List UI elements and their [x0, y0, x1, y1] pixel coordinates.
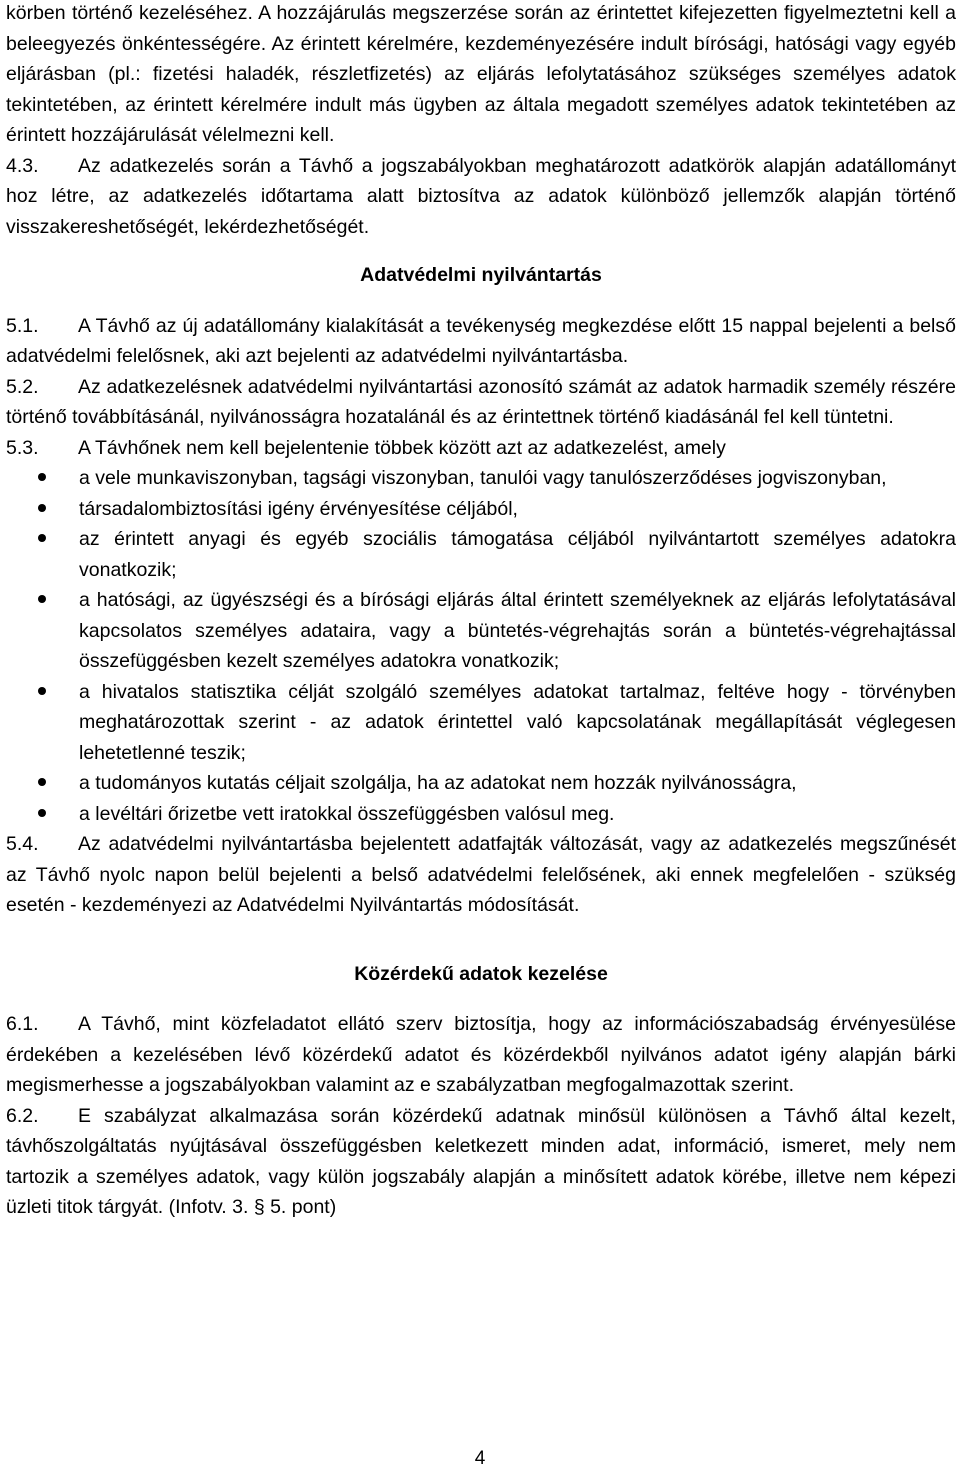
paragraph-number: 4.3.: [6, 154, 39, 177]
list-item: a hatósági, az ügyészségi és a bírósági eljárás által érintett személyeknek az eljárás lefolytatásával kapcsolatos személyes adataira, vagy a büntetés-végrehajtás során a büntetés-végrehajtással összefüggésben kezelt személyes adatokra vonatkozik;: [6, 585, 956, 677]
list-item: a tudományos kutatás céljait szolgálja, ha az adatokat nem hozzák nyilvánosságra,: [6, 768, 956, 799]
paragraph-number: 5.1.: [6, 314, 39, 337]
paragraph-number: 5.2.: [6, 375, 39, 398]
bullet-icon: [38, 473, 46, 481]
bullet-icon: [38, 778, 46, 786]
paragraph-6-2: [6, 1101, 956, 1223]
paragraph-text: A Távhő, mint közfeladatot ellátó szerv biztosítja, hogy az információszabadság érvényesülése érdekében a kezelésében lévő közérdekű adatot és közérdekből nyilvános adatot igény alapján bárki megismerhesse a jogszabályokban valamint az e szabályzatban megfogalmazottak szerint.: [6, 1013, 956, 1096]
bullet-icon: [38, 809, 46, 817]
paragraph-5-4: [6, 829, 956, 921]
section-heading-adatvedelmi-nyilvantartas: Adatvédelmi nyilvántartás: [360, 264, 602, 286]
paragraph-text: Az adatkezelés során a Távhő a jogszabályokban meghatározott adatkörök alapján adatállományt hoz létre, az adatkezelés időtartama alatt biztosítva az adatok különböző jellemzők alapján történő visszakereshetőségét, lekérdezhetőségét.: [6, 154, 956, 238]
bullet-icon: [38, 595, 46, 603]
exemption-list: [6, 463, 956, 829]
paragraph-4-3: [6, 151, 956, 243]
paragraph-6-1: [6, 1009, 956, 1101]
paragraph-5-1: [6, 311, 956, 372]
page-number: 4: [474, 1448, 486, 1469]
document-page: [6, 0, 956, 1223]
paragraph-text: A Távhő az új adatállomány kialakítását a tevékenység megkezdése előtt 15 nappal bejelenti a belső adatvédelmi felelősnek, aki azt bejelenti az adatvédelmi nyilvántartásba.: [6, 314, 956, 367]
paragraph-text: E szabályzat alkalmazása során közérdekű adatnak minősül különösen a Távhő által kezelt, távhőszolgáltatás nyújtásával összefüggésben keletkezett minden adat, információ, ismeret, mely nem tartozik a személyes adatok, vagy külön jogszabály alapján a minősített adatok körébe, illetve nem képezi üzleti titok tárgyát. (Infotv. 3. § 5. pont): [6, 1104, 956, 1218]
paragraph-number: 6.1.: [6, 1013, 39, 1035]
section-heading-kozerdeku-adatok-kezelese: Közérdekű adatok kezelése: [354, 962, 608, 985]
list-item: társadalombiztosítási igény érvényesítése céljából,: [6, 494, 956, 525]
paragraph-text: Az adatkezelésnek adatvédelmi nyilvántartási azonosító számát az adatok harmadik személy részére történő továbbításánál, nyilvánosságra hozatalánál és az érintettnek történő kiadásánál fel kell tüntetni.: [6, 375, 956, 428]
list-item: a vele munkaviszonyban, tagsági viszonyban, tanulói vagy tanulószerződéses jogviszonyban,: [6, 463, 956, 494]
paragraph-4-2-continuation: körben történő kezeléséhez. A hozzájárulás megszerzése során az érintettet kifejezetten figyelmeztetni kell a beleegyezés önkéntességére. Az érintett kérelmére, kezdeményezésére indult bírósági, hatósági vagy egyéb eljárásban (pl.: fizetési haladék, részletfizetés) az eljárás lefolytatásához szükséges személyes adatok tekintetében, az érintett kérelmére indult más ügyben az általa megadott személyes adatok tekintetében az érintett hozzájárulását vélelmezni kell.: [6, 2, 956, 146]
paragraph-number: 5.3.: [6, 436, 39, 459]
bullet-icon: [38, 504, 46, 512]
list-item: a levéltári őrizetbe vett iratokkal összefüggésben valósul meg.: [6, 799, 956, 830]
list-item: az érintett anyagi és egyéb szociális támogatása céljából nyilvántartott személyes adatokra vonatkozik;: [6, 524, 956, 585]
list-item: a hivatalos statisztika célját szolgáló személyes adatokat tartalmaz, feltéve hogy - törvényben meghatározottak szerint - az adatok érintettel való kapcsolatának megállapítását véglegesen lehetetlenné teszik;: [6, 677, 956, 769]
bullet-icon: [38, 534, 46, 542]
paragraph-number: 6.2.: [6, 1104, 39, 1127]
paragraph-5-3: [6, 433, 956, 464]
paragraph-5-2: [6, 372, 956, 433]
paragraph-text: A Távhőnek nem kell bejelentenie többek között azt az adatkezelést, amely: [78, 436, 726, 459]
paragraph-number: 5.4.: [6, 833, 39, 855]
paragraph-text: Az adatvédelmi nyilvántartásba bejelentett adatfajták változását, vagy az adatkezelés megszűnését az Távhő nyolc napon belül bejelenti a belső adatvédelmi felelősének, aki ennek megfelelően - szükség esetén - kezdeményezi az Adatvédelmi Nyilvántartás módosítását.: [6, 833, 956, 916]
bullet-icon: [38, 687, 46, 695]
